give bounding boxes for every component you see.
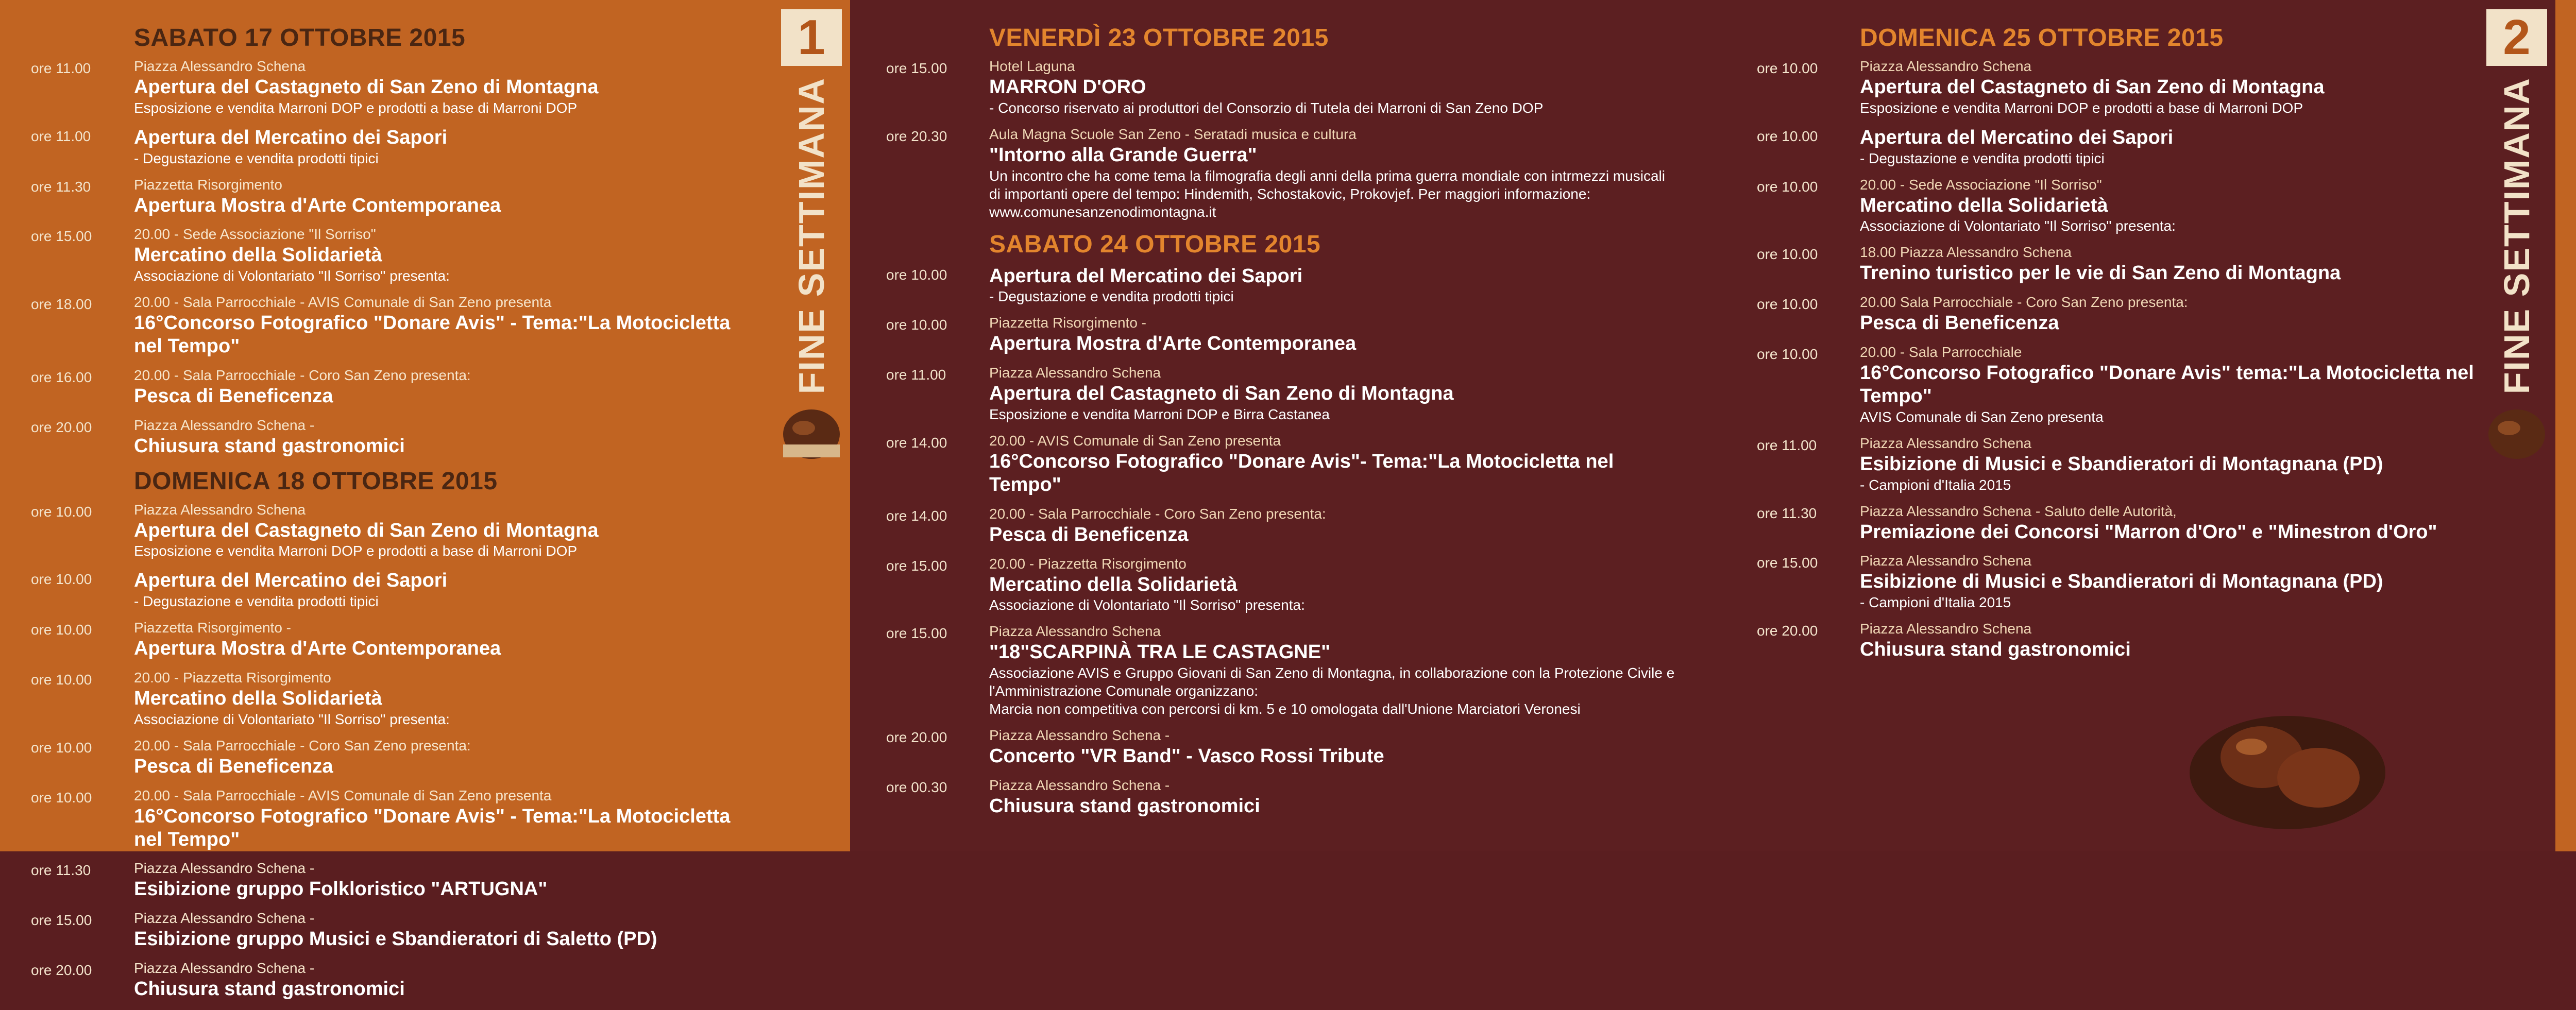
- event-location: Hotel Laguna: [989, 58, 1075, 74]
- event-body: [134, 738, 762, 778]
- event-row: [31, 367, 762, 408]
- event-detail: Esposizione e vendita Marroni DOP e prodotti a base di Marroni DOP: [134, 99, 578, 116]
- event-row: [31, 226, 762, 285]
- event-location: 20.00 - Sala Parrocchiale: [1860, 344, 2022, 361]
- event-title: Esibizione di Musici e Sbandieratori di Montagnana (PD): [1860, 453, 2383, 475]
- event-time: ore 10.00: [31, 503, 92, 520]
- event-body: [1860, 553, 2483, 611]
- event-location: Piazza Alessandro Schena -: [134, 910, 315, 927]
- event-location: Piazza Alessandro Schena: [1860, 435, 2032, 451]
- event-detail: Un incontro che ha come tema la filmografia degli anni della prima guerra mondiale con intrmezzi musicali di importanti opere del tempo: Hindemith, Schostakovic, Prokovjef. Per maggiori informazione: www.comunesanzenodimontagna.it: [989, 167, 1665, 220]
- chestnut-icon: [781, 403, 842, 460]
- event-row: [1757, 344, 2483, 426]
- day-title: VENERDÌ 23 OTTOBRE 2015: [989, 24, 1329, 52]
- event-title: Mercatino della Solidarietà: [134, 244, 382, 266]
- event-detail: - Degustazione e vendita prodotti tipici: [1860, 150, 2105, 166]
- event-detail: Esposizione e vendita Marroni DOP e Birra Castanea: [989, 406, 1330, 423]
- event-title: Apertura del Castagneto di San Zeno di Montagna: [989, 383, 1454, 405]
- panel-1-content: [31, 21, 762, 1010]
- panel-weekend-3: [2555, 0, 2576, 851]
- event-time: ore 00.30: [886, 779, 947, 796]
- event-location: Piazza Alessandro Schena: [1860, 621, 2032, 637]
- event-title: Apertura del Mercatino dei Sapori: [134, 570, 448, 592]
- event-time: ore 10.00: [31, 739, 92, 756]
- event-row: [886, 126, 1680, 221]
- event-row: [31, 569, 762, 610]
- event-title: Pesca di Beneficenza: [134, 755, 333, 777]
- event-row: [31, 788, 762, 851]
- event-row: [886, 58, 1680, 117]
- event-title: Esibizione gruppo Musici e Sbandieratori di Saletto (PD): [134, 928, 657, 950]
- event-row: [31, 58, 762, 117]
- event-row: [31, 620, 762, 660]
- event-title: Chiusura stand gastronomici: [134, 978, 405, 1000]
- event-time: ore 10.00: [886, 266, 947, 283]
- event-row: [31, 177, 762, 217]
- event-title: Trenino turistico per le vie di San Zeno di Montagna: [1860, 262, 2341, 284]
- event-body: [134, 294, 762, 358]
- event-time: ore 20.00: [31, 962, 92, 979]
- event-body: [134, 502, 762, 560]
- weekend-label-text: FINE SETTIMANA: [791, 77, 832, 395]
- event-time: ore 10.00: [1757, 128, 1818, 144]
- event-row: [31, 502, 762, 560]
- event-body: [134, 670, 762, 728]
- event-location: Piazza Alessandro Schena -: [989, 727, 1170, 744]
- event-title: 16°Concorso Fotografico "Donare Avis" - Tema:"La Motocicletta nel Tempo": [134, 312, 731, 357]
- event-time: ore 15.00: [886, 625, 947, 642]
- event-row: [886, 265, 1680, 306]
- event-row: [1757, 621, 2483, 661]
- event-row: [1757, 294, 2483, 335]
- event-row: [886, 315, 1680, 355]
- event-time: ore 15.00: [886, 60, 947, 76]
- event-body: [134, 960, 762, 1001]
- weekend-label-text: FINE SETTIMANA: [2497, 77, 2537, 395]
- event-body: [134, 226, 762, 285]
- event-time: ore 11.30: [31, 178, 91, 195]
- event-body: [989, 623, 1680, 718]
- event-location: 20.00 - Sala Parrocchiale - Coro San Zeno presenta:: [134, 367, 471, 383]
- panel-2-content: [886, 21, 1680, 827]
- event-title: Esibizione gruppo Folkloristico "ARTUGNA": [134, 878, 548, 900]
- event-body: [989, 58, 1680, 117]
- event-time: ore 14.00: [886, 435, 947, 451]
- event-title: Chiusura stand gastronomici: [1860, 639, 2131, 661]
- event-row: [31, 960, 762, 1001]
- event-row: [1757, 553, 2483, 611]
- event-title: Pesca di Beneficenza: [1860, 312, 2059, 334]
- event-location: Piazza Alessandro Schena: [134, 58, 306, 74]
- event-body: [134, 177, 762, 217]
- event-row: [1757, 177, 2483, 235]
- event-row: [1757, 435, 2483, 494]
- event-location: 20.00 - AVIS Comunale di San Zeno presenta: [989, 433, 1281, 449]
- day-title: DOMENICA 25 OTTOBRE 2015: [1860, 24, 2224, 52]
- weekend-1-label: [773, 0, 850, 422]
- event-detail: Associazione AVIS e Gruppo Giovani di San Zeno di Montagna, in collaborazione con la Protezione Civile e l'Amministrazione Comunale organizzano:: [989, 665, 1675, 699]
- event-body: [134, 417, 762, 458]
- event-detail: Associazione di Volontariato "Il Sorriso" presenta:: [134, 268, 450, 284]
- event-body: [134, 860, 762, 901]
- event-location: Piazza Alessandro Schena -: [989, 777, 1170, 794]
- event-body: [1860, 294, 2483, 335]
- event-body: [989, 365, 1680, 423]
- event-location: Piazzetta Risorgimento -: [134, 620, 292, 636]
- event-title: Apertura del Castagneto di San Zeno di Montagna: [134, 519, 599, 541]
- panel-weekend-1: [0, 0, 850, 1000]
- event-body: [134, 569, 762, 610]
- weekend-number: 2: [2486, 9, 2547, 66]
- event-location: Piazza Alessandro Schena: [1860, 553, 2032, 569]
- event-title: Apertura del Castagneto di San Zeno di Montagna: [1860, 76, 2325, 98]
- event-time: ore 16.00: [31, 369, 92, 385]
- event-time: ore 11.30: [1757, 505, 1817, 521]
- event-location: 20.00 Sala Parrocchiale - Coro San Zeno presenta:: [1860, 294, 2188, 311]
- event-title: Concerto "VR Band" - Vasco Rossi Tribute: [989, 745, 1384, 767]
- event-row: [886, 623, 1680, 718]
- event-title: 16°Concorso Fotografico "Donare Avis" - Tema:"La Motocicletta nel Tempo": [134, 805, 731, 850]
- event-location: 20.00 - Piazzetta Risorgimento: [134, 670, 331, 686]
- event-title: Apertura del Mercatino dei Sapori: [989, 265, 1303, 287]
- event-body: [134, 788, 762, 851]
- event-body: [989, 506, 1680, 546]
- event-time: ore 11.00: [1757, 437, 1817, 453]
- event-title: Chiusura stand gastronomici: [989, 795, 1260, 817]
- event-body: [134, 126, 762, 167]
- event-body: [989, 265, 1680, 306]
- event-location: Piazza Alessandro Schena: [989, 623, 1161, 640]
- event-row: [886, 727, 1680, 768]
- event-time: ore 10.00: [31, 622, 92, 638]
- event-row: [886, 365, 1680, 423]
- event-time: ore 10.00: [31, 571, 92, 588]
- event-detail: - Degustazione e vendita prodotti tipici: [134, 593, 379, 610]
- event-detail: Esposizione e vendita Marroni DOP e prodotti a base di Marroni DOP: [1860, 99, 2303, 116]
- event-time: ore 11.30: [31, 862, 91, 879]
- event-row: [31, 738, 762, 778]
- event-title: "18"SCARPINÀ TRA LE CASTAGNE": [989, 641, 1331, 663]
- event-location: Piazza Alessandro Schena -: [134, 860, 315, 877]
- event-row: [31, 294, 762, 358]
- event-time: ore 10.00: [1757, 296, 1818, 313]
- event-title: Apertura Mostra d'Arte Contemporanea: [134, 638, 501, 660]
- event-detail: Esposizione e vendita Marroni DOP e prodotti a base di Marroni DOP: [134, 543, 578, 559]
- event-title: Apertura del Castagneto di San Zeno di Montagna: [134, 76, 599, 98]
- event-title: Esibizione di Musici e Sbandieratori di Montagnana (PD): [1860, 571, 2383, 593]
- event-row: [31, 417, 762, 458]
- event-time: ore 10.00: [31, 789, 92, 806]
- event-location: Piazza Alessandro Schena: [1860, 58, 2032, 74]
- event-row: [1757, 58, 2483, 117]
- event-time: ore 11.00: [886, 367, 946, 383]
- panel-weekend-2-part-2: [1721, 0, 2555, 851]
- event-time: ore 18.00: [31, 296, 92, 313]
- event-body: [1860, 503, 2483, 544]
- event-detail: AVIS Comunale di San Zeno presenta: [1860, 408, 2104, 425]
- event-location: 20.00 - Sala Parrocchiale - AVIS Comunale di San Zeno presenta: [134, 294, 552, 311]
- event-body: [134, 620, 762, 660]
- event-detail: - Concorso riservato ai produttori del Consorzio di Tutela dei Marroni di San Zeno DOP: [989, 99, 1544, 116]
- event-time: ore 15.00: [31, 228, 92, 245]
- event-body: [1860, 58, 2483, 117]
- event-detail: Associazione di Volontariato "Il Sorriso" presenta:: [989, 597, 1305, 613]
- event-body: [989, 433, 1680, 497]
- event-row: [31, 670, 762, 728]
- event-body: [134, 367, 762, 408]
- event-time: ore 10.00: [1757, 178, 1818, 195]
- event-body: [1860, 344, 2483, 426]
- event-time: ore 10.00: [886, 317, 947, 333]
- event-location: 20.00 - Sede Associazione "Il Sorriso": [134, 226, 376, 243]
- event-time: ore 11.00: [31, 128, 91, 144]
- event-row: [886, 506, 1680, 546]
- event-row: [31, 126, 762, 167]
- event-location: Piazza Alessandro Schena: [134, 501, 306, 518]
- event-title: "Intorno alla Grande Guerra": [989, 144, 1257, 166]
- event-body: [134, 910, 762, 951]
- event-title: Pesca di Beneficenza: [989, 523, 1189, 545]
- event-body: [1860, 244, 2483, 285]
- weekend-2-label: [2478, 0, 2555, 422]
- event-time: ore 10.00: [1757, 246, 1818, 263]
- event-body: [989, 777, 1680, 818]
- event-location: 20.00 - Sala Parrocchiale - AVIS Comunale di San Zeno presenta: [134, 787, 552, 803]
- day-title: SABATO 17 OTTOBRE 2015: [134, 24, 466, 52]
- event-row: [1757, 244, 2483, 285]
- day-title: SABATO 24 OTTOBRE 2015: [989, 230, 1321, 258]
- event-body: [1860, 126, 2483, 167]
- event-time: ore 20.00: [31, 419, 92, 435]
- event-body: [989, 126, 1680, 221]
- event-location: 18.00 Piazza Alessandro Schena: [1860, 244, 2072, 261]
- panel-weekend-2-part-1: [850, 0, 1721, 851]
- event-row: [31, 910, 762, 951]
- event-body: [989, 315, 1680, 355]
- chestnut-icon: [2486, 403, 2548, 460]
- event-body: [989, 556, 1680, 614]
- event-title: Apertura del Mercatino dei Sapori: [134, 126, 448, 148]
- event-row: [31, 860, 762, 901]
- event-time: ore 10.00: [1757, 346, 1818, 363]
- event-time: ore 15.00: [1757, 555, 1818, 571]
- event-location: Aula Magna Scuole San Zeno - Seratadi musica e cultura: [989, 126, 1357, 142]
- event-row: [886, 433, 1680, 497]
- event-body: [1860, 621, 2483, 661]
- event-location: Piazza Alessandro Schena - Saluto delle Autorità,: [1860, 503, 2177, 519]
- event-detail: - Campioni d'Italia 2015: [1860, 594, 2011, 611]
- event-detail: - Degustazione e vendita prodotti tipici: [134, 150, 379, 166]
- weekend-number: 1: [781, 9, 842, 66]
- event-detail: Associazione di Volontariato "Il Sorriso" presenta:: [1860, 218, 2176, 234]
- event-body: [134, 58, 762, 117]
- event-location: Piazza Alessandro Schena: [989, 365, 1161, 381]
- event-location: 20.00 - Piazzetta Risorgimento: [989, 555, 1187, 572]
- event-note: Marcia non competitiva con percorsi di km. 5 e 10 omologata dall'Unione Marciatori Veronesi: [989, 701, 1581, 717]
- event-location: Piazza Alessandro Schena -: [134, 960, 315, 977]
- event-title: MARRON D'ORO: [989, 76, 1146, 98]
- event-time: ore 20.30: [886, 128, 947, 144]
- event-title: Mercatino della Solidarietà: [1860, 194, 2108, 216]
- event-location: 20.00 - Sede Associazione "Il Sorriso": [1860, 176, 2102, 193]
- event-title: Apertura del Mercatino dei Sapori: [1860, 126, 2174, 148]
- event-title: Premiazione dei Concorsi "Marron d'Oro" e "Minestron d'Oro": [1860, 521, 2437, 543]
- event-body: [989, 727, 1680, 768]
- event-row: [886, 556, 1680, 614]
- event-title: Apertura Mostra d'Arte Contemporanea: [134, 194, 501, 216]
- event-location: 20.00 - Sala Parrocchiale - Coro San Zeno presenta:: [134, 737, 471, 754]
- event-title: Chiusura stand gastronomici: [134, 435, 405, 457]
- event-row: [1757, 503, 2483, 544]
- event-detail: - Degustazione e vendita prodotti tipici: [989, 288, 1234, 305]
- event-location: Piazzetta Risorgimento: [134, 176, 282, 193]
- event-title: Pesca di Beneficenza: [134, 385, 333, 407]
- event-title: Mercatino della Solidarietà: [134, 688, 382, 710]
- chestnuts-image: [2184, 670, 2401, 840]
- event-title: 16°Concorso Fotografico "Donare Avis" tema:"La Motocicletta nel Tempo": [1860, 362, 2474, 407]
- event-detail: Associazione di Volontariato "Il Sorriso" presenta:: [134, 711, 450, 727]
- event-time: ore 10.00: [1757, 60, 1818, 76]
- event-time: ore 20.00: [1757, 623, 1818, 639]
- event-time: ore 15.00: [886, 557, 947, 574]
- day-title: DOMENICA 18 OTTOBRE 2015: [134, 467, 498, 495]
- event-location: 20.00 - Sala Parrocchiale - Coro San Zeno presenta:: [989, 505, 1326, 522]
- event-time: ore 20.00: [886, 729, 947, 746]
- event-title: Mercatino della Solidarietà: [989, 573, 1238, 595]
- event-title: Apertura Mostra d'Arte Contemporanea: [989, 333, 1357, 355]
- event-time: ore 11.00: [31, 60, 91, 76]
- event-location: Piazzetta Risorgimento -: [989, 315, 1147, 331]
- event-row: [1757, 126, 2483, 167]
- event-detail: - Campioni d'Italia 2015: [1860, 476, 2011, 493]
- event-location: Piazza Alessandro Schena -: [134, 417, 315, 433]
- event-time: ore 15.00: [31, 912, 92, 929]
- event-body: [1860, 435, 2483, 494]
- event-time: ore 10.00: [31, 672, 92, 688]
- event-body: [1860, 177, 2483, 235]
- panel-3-content: [1757, 21, 2483, 671]
- event-time: ore 14.00: [886, 507, 947, 524]
- event-row: [886, 777, 1680, 818]
- event-title: 16°Concorso Fotografico "Donare Avis"- Tema:"La Motocicletta nel Tempo": [989, 451, 1614, 495]
